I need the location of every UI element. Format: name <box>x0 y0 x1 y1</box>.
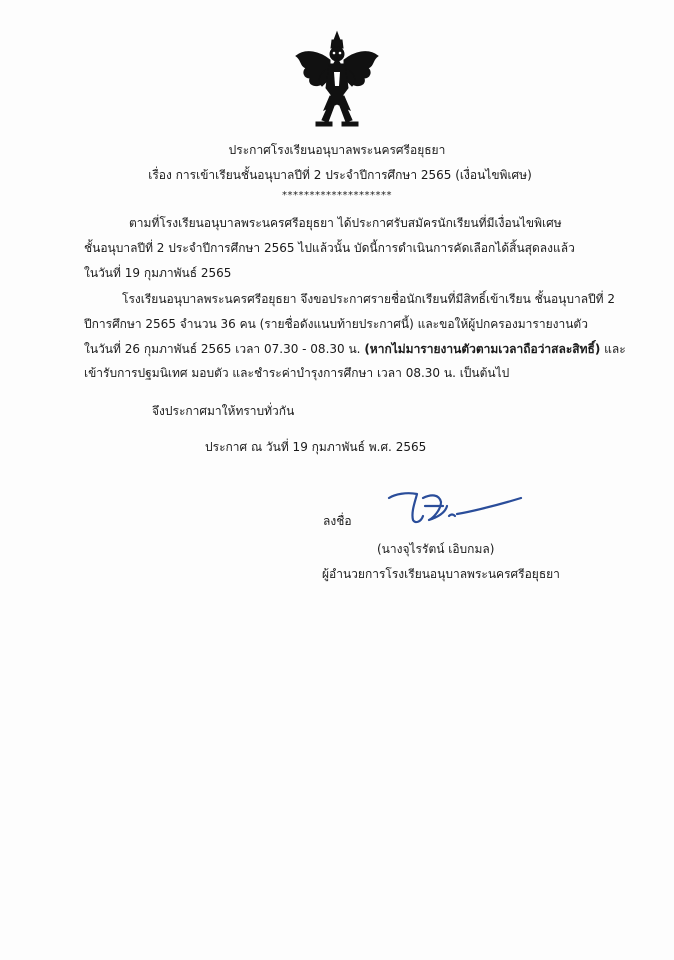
paragraph2-line4: เข้ารับการปฐมนิเทศ มอบตัว และชำระค่าบำรุงการศึกษา เวลา 08.30 น. เป็นต้นไป <box>84 366 510 380</box>
signer-name: (นางจุไรรัตน์ เอิบกมล) <box>377 542 495 556</box>
paragraph2-line2: ปีการศึกษา 2565 จำนวน 36 คน (รายชื่อดังแนบท้ายประกาศนี้) และขอให้ผู้ปกครองมารายงานตัว <box>84 317 588 331</box>
garuda-emblem <box>292 30 382 130</box>
paragraph1-line3: ในวันที่ 19 กุมภาพันธ์ 2565 <box>84 266 232 280</box>
handwritten-signature <box>385 484 525 530</box>
sign-label: ลงชื่อ <box>323 514 352 528</box>
paragraph2-line1: โรงเรียนอนุบาลพระนครศรีอยุธยา จึงขอประกาศรายชื่อนักเรียนที่มีสิทธิ์เข้าเรียน ชั้นอนุบาลปีที่ 2 <box>122 292 616 306</box>
announce-date: ประกาศ ณ วันที่ 19 กุมภาพันธ์ พ.ศ. 2565 <box>205 440 427 454</box>
signer-position: ผู้อำนวยการโรงเรียนอนุบาลพระนครศรีอยุธยา <box>322 567 560 581</box>
announcement-title: ประกาศโรงเรียนอนุบาลพระนครศรีอยุธยา <box>228 143 446 157</box>
paragraph2-line3-end: และ <box>600 342 626 356</box>
paragraph1-line2: ชั้นอนุบาลปีที่ 2 ประจำปีการศึกษา 2565 ไปแล้วนั้น บัดนี้การดำเนินการคัดเลือกได้สิ้นสุดลงแล้ว <box>84 241 575 255</box>
paragraph2-line3-date: ในวันที่ 26 กุมภาพันธ์ 2565 เวลา 07.30 - 08.30 น. <box>84 342 365 356</box>
paragraph2-line3 <box>84 340 626 359</box>
separator-stars: ******************** <box>282 190 392 201</box>
paragraph1-line1: ตามที่โรงเรียนอนุบาลพระนครศรีอยุธยา ได้ประกาศรับสมัครนักเรียนที่มีเงื่อนไขพิเศษ <box>129 216 562 230</box>
paragraph2-line3-warning: (หากไม่มารายงานตัวตามเวลาถือว่าสละสิทธิ์) <box>364 342 601 356</box>
announcement-subject: เรื่อง การเข้าเรียนชั้นอนุบาลปีที่ 2 ประจำปีการศึกษา 2565 (เงื่อนไขพิเศษ) <box>148 168 532 182</box>
closing-text: จึงประกาศมาให้ทราบทั่วกัน <box>152 404 295 418</box>
